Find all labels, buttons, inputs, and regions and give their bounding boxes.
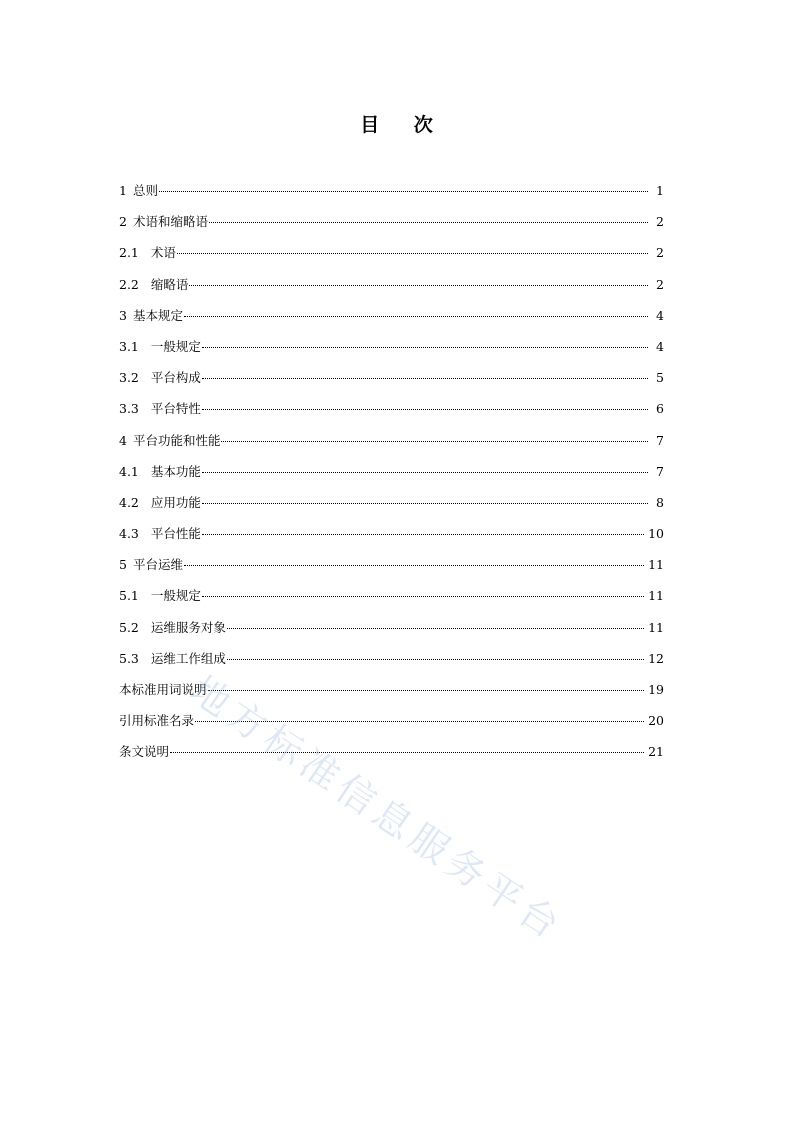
toc-entry[interactable] xyxy=(119,209,664,240)
toc-entry-title: 平台特性 xyxy=(150,401,201,417)
toc-entry-title: 缩略语 xyxy=(150,276,189,292)
dot-leader xyxy=(227,628,644,629)
toc-entry[interactable] xyxy=(119,490,664,521)
toc-entry-title: 平台构成 xyxy=(150,370,201,386)
toc-entry-title: 一般规定 xyxy=(150,588,201,604)
toc-entry-number: 4.2 xyxy=(119,494,139,510)
toc-entry-number: 5.1 xyxy=(119,588,139,604)
toc-entry-page-number: 1 xyxy=(656,183,664,198)
toc-entry[interactable] xyxy=(119,521,664,552)
dot-leader xyxy=(195,721,644,722)
toc-entry[interactable] xyxy=(119,334,664,365)
toc-entry-page-number: 4 xyxy=(656,338,664,354)
toc-entry-number: 3.1 xyxy=(119,338,139,354)
toc-entry-number: 5 xyxy=(119,557,127,573)
toc-entry-page-number: 12 xyxy=(648,650,664,666)
toc-entry-number: 5.3 xyxy=(119,650,139,666)
toc-entry[interactable] xyxy=(119,428,664,459)
toc-entry[interactable] xyxy=(119,739,664,770)
toc-entry-page-number: 5 xyxy=(656,370,664,386)
toc-entry-title: 引用标准名录 xyxy=(119,713,195,729)
dot-leader xyxy=(202,503,648,504)
toc-entry-number: 5.2 xyxy=(119,619,139,635)
toc-entry-number: 3 xyxy=(119,307,127,323)
toc-entry[interactable] xyxy=(119,272,664,303)
dot-leader xyxy=(170,752,644,753)
toc-entry-title: 术语和缩略语 xyxy=(132,214,208,230)
dot-leader xyxy=(159,191,648,192)
toc-entry[interactable] xyxy=(119,396,664,427)
dot-leader xyxy=(227,659,644,660)
toc-entry-page-number: 11 xyxy=(648,557,664,573)
toc-entry[interactable] xyxy=(119,552,664,583)
toc-entry-title: 运维服务对象 xyxy=(150,619,226,635)
toc-entry[interactable] xyxy=(119,240,664,271)
dot-leader xyxy=(208,690,645,691)
toc-entry-number: 4.1 xyxy=(119,463,139,479)
toc-entry-page-number: 20 xyxy=(648,713,664,729)
toc-entry-page-number: 11 xyxy=(648,619,664,635)
toc-entry[interactable] xyxy=(119,178,664,209)
dot-leader xyxy=(202,347,648,348)
toc-entry-title: 平台功能和性能 xyxy=(132,432,221,448)
toc-entry-page-number: 7 xyxy=(656,432,664,448)
toc-entry-number: 4.3 xyxy=(119,526,139,542)
dot-leader xyxy=(202,409,648,410)
toc-entry-title: 应用功能 xyxy=(150,494,201,510)
toc-entry-title: 术语 xyxy=(150,245,176,261)
dot-leader xyxy=(221,441,648,442)
toc-entry-page-number: 4 xyxy=(656,307,664,323)
toc-entry-title: 平台性能 xyxy=(150,526,201,542)
dot-leader xyxy=(202,534,644,535)
toc-entry[interactable] xyxy=(119,583,664,614)
toc-entry-page-number: 7 xyxy=(656,463,664,479)
toc-entry-number: 2 xyxy=(119,214,127,230)
toc-entry-number: 3.3 xyxy=(119,401,139,417)
toc-entry-page-number: 11 xyxy=(648,588,664,604)
toc-entry-page-number: 8 xyxy=(656,494,664,510)
toc-entry[interactable] xyxy=(119,459,664,490)
toc-entry-page-number: 2 xyxy=(656,276,664,292)
dot-leader xyxy=(202,596,644,597)
table-of-contents xyxy=(119,178,664,771)
toc-entry-title: 一般规定 xyxy=(150,338,201,354)
toc-entry-page-number: 2 xyxy=(656,245,664,261)
toc-entry[interactable] xyxy=(119,677,664,708)
toc-entry-title: 基本功能 xyxy=(150,463,201,479)
toc-entry-title: 平台运维 xyxy=(132,557,183,573)
toc-entry-page-number: 10 xyxy=(648,526,664,542)
toc-entry-number: 4 xyxy=(119,432,127,448)
toc-entry-title: 本标准用词说明 xyxy=(119,682,207,697)
page-title: 目 次 xyxy=(360,114,447,136)
dot-leader xyxy=(184,565,644,566)
toc-entry-number: 1 xyxy=(119,183,127,198)
dot-leader xyxy=(202,378,648,379)
toc-entry-title: 总则 xyxy=(132,183,158,198)
toc-entry-number: 2.1 xyxy=(119,245,139,261)
dot-leader xyxy=(209,222,648,223)
toc-entry[interactable] xyxy=(119,646,664,677)
toc-entry-number: 3.2 xyxy=(119,370,139,386)
dot-leader xyxy=(177,253,648,254)
watermark: 地方标准信息服务平台 xyxy=(182,667,572,950)
toc-entry[interactable] xyxy=(119,303,664,334)
toc-entry[interactable] xyxy=(119,615,664,646)
dot-leader xyxy=(189,285,648,286)
dot-leader xyxy=(184,316,648,317)
toc-entry-page-number: 6 xyxy=(656,401,664,417)
toc-entry-page-number: 21 xyxy=(648,744,664,760)
toc-entry-page-number: 19 xyxy=(648,682,664,697)
toc-entry-page-number: 2 xyxy=(656,214,664,230)
toc-entry[interactable] xyxy=(119,365,664,396)
toc-entry-title: 条文说明 xyxy=(119,744,170,760)
toc-entry-title: 基本规定 xyxy=(132,307,183,323)
toc-entry-number: 2.2 xyxy=(119,276,139,292)
toc-entry-title: 运维工作组成 xyxy=(150,650,226,666)
dot-leader xyxy=(202,472,648,473)
toc-entry[interactable] xyxy=(119,708,664,739)
